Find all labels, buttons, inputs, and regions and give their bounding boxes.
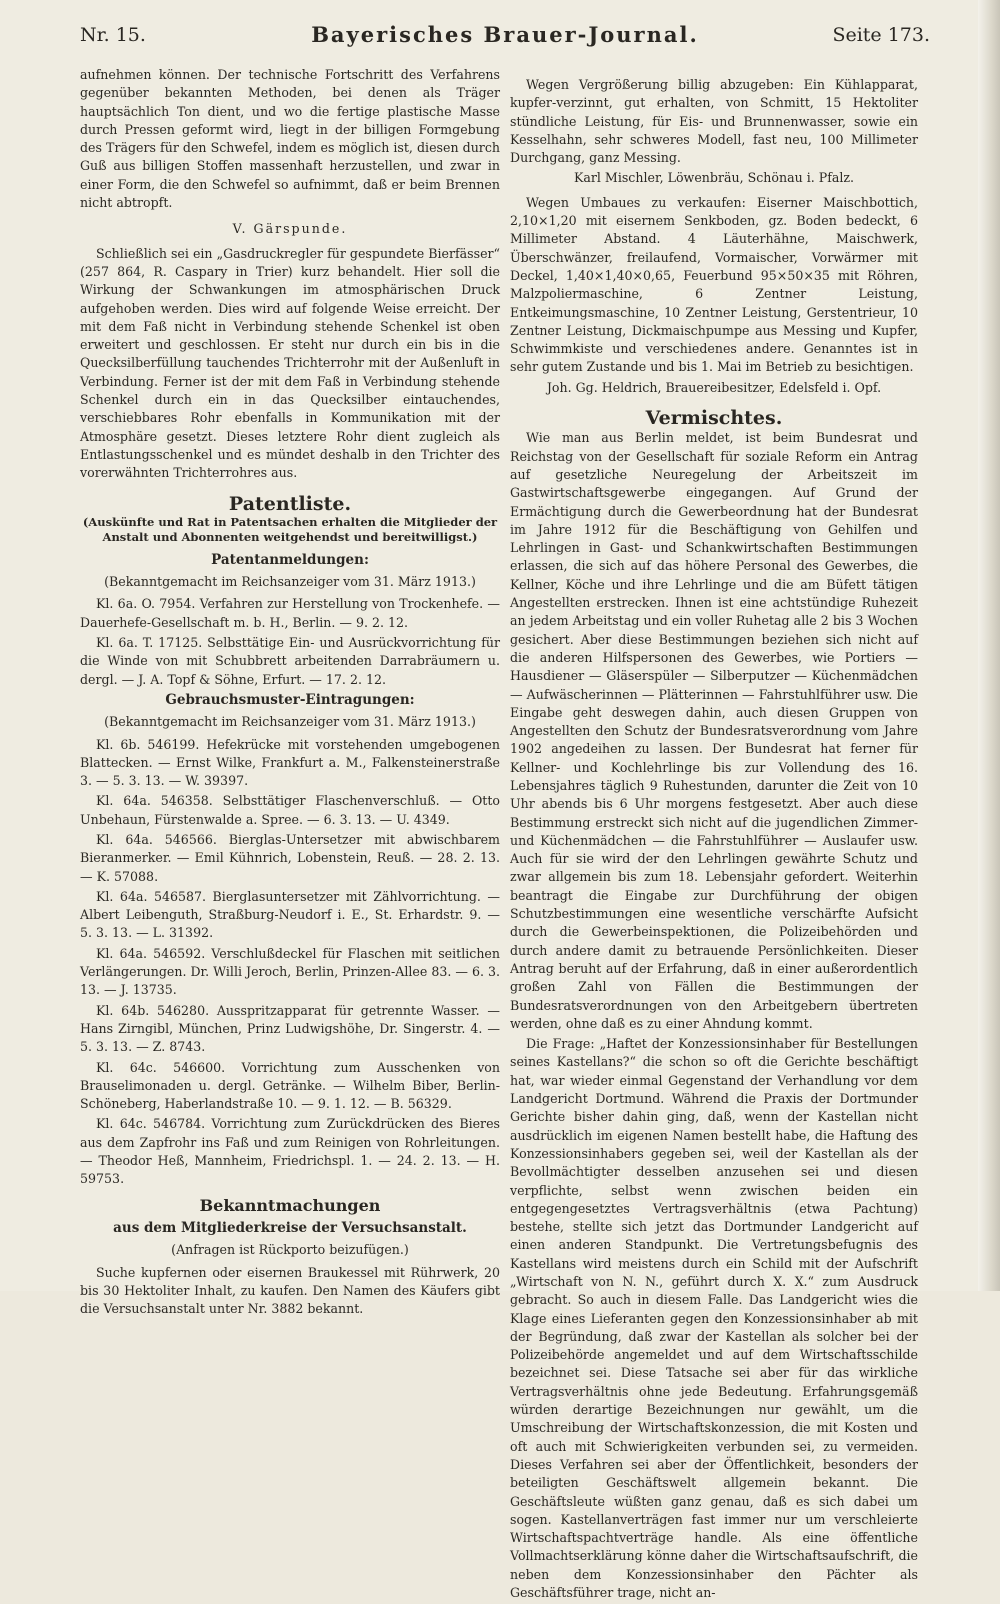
advertisement-signature: Karl Mischler, Löwenbräu, Schönau i. Pfalz. [573, 170, 855, 186]
bekanntmachungen-subheading: aus dem Mitgliederkreise der Versuchsanstalt. [113, 1219, 467, 1236]
bekanntmachungen-paragraph: Suche kupfernen oder eisernen Braukessel mit Rührwerk, 20 bis 30 Hektoliter Inhalt, zu kaufen. Den Namen des Käufers gibt die Versuchsanstalt unter Nr. 3882 bekannt. [80, 1264, 500, 1317]
advertisement-text: Wegen Vergrößerung billig abzugeben: Ein Kühlapparat, kupfer-verzinnt, gut erhalten, von Schmitt, 15 Hektoliter stündliche Leistung, für Eis- und Brunnenwasser, sowie ein Kesselhahn, sehr schweres Modell, fast neu, 100 Millimeter Durchgang, ganz Messing. [510, 77, 918, 166]
gebrauchsmuster-entry: Kl. 64a. 546566. Bierglas-Untersetzer mit abwischbarem Bieranmerker. — Emil Kühnrich, Lobenstein, Reuß. — 28. 2. 13. — K. 57088. [80, 831, 500, 884]
vermischtes-paragraph: Die Frage: „Haftet der Konzessionsinhaber für Bestellungen seines Kastellans?“ die schon so oft die Gerichte beschäftigt hat, war wieder einmal Gegenstand der Verhandlung vor dem Landgericht Dortmund. Während die Praxis der Dortmunder Gerichte bisher dahin ging, daß, wenn der Kastellan nicht ausdrücklich im eigenen Namen bestellt habe, die Haftung des Konzessionsinhabers gegeben sei, weil der Kastellan als der Bevollmächtigter desselben anzusehen sei und diesen verpflichte, selbst wenn zwischen beiden ein entgegengesetztes Vertragsverhältnis (etwa Pachtung) bestehe, stellte sich jetzt das Dortmunder Landgericht auf einen anderen Standpunkt. Die Vertretungsbefugnis des Kastellans wird meistens durch ein Schild mit der Aufschrift „Wirtschaft von N. N., geführt durch X. X.“ zum Ausdruck gebracht. So auch in diesem Falle. Das Landgericht wies die Klage eines Lieferanten gegen den Konzessionsinhaber ab mit der Begründung, daß zwar der Kastellan als solcher bei der Polizeibehörde angemeldet und auf dem Wirtschaftsschilde bezeichnet sei. Diese Tatsache sei aber für das wirkliche Vertragsverhältnis ohne jede Bedeutung. Erfahrungsgemäß würden derartige Bezeichnungen nur gewählt, um die Umschreibung der Wirtschaftskonzession, die mit Kosten und oft auch mit Schwierigkeiten verbunden sei, zu vermeiden. Dieses Verfahren sei aber der Öffentlichkeit, besonders der beteiligten Geschäftswelt allgemein bekannt. Die Geschäftsleute wüßten ganz genau, daß es sich dabei um sogen. Kastellanverträgen fast immer nur um verschleierte Wirtschaftspachtverträge handle. Als eine öffentliche Vollmachtserklärung könne daher die Wirtschaftsaufschrift, die neben dem Konzessionsinhaber den Pächter als Geschäftsführer trage, nicht an- [510, 1036, 918, 1601]
intro-paragraph: aufnehmen können. Der technische Fortschritt des Verfahrens gegenüber bekannten Methoden, bei denen als Träger hauptsächlich Ton dient, und wo die fertige plastische Masse durch Pressen geformt wird, liegt in der billigen Formgebung des Trägers für den Schwefel, indem es möglich ist, diesen durch Guß aus billigen Stoffen massenhaft herzustellen, und zwar in einer Form, die den Schwefel so aufnimmt, daß er beim Brennen nicht abtropft. [80, 67, 500, 211]
vermischtes-paragraph: Wie man aus Berlin meldet, ist beim Bundesrat und Reichstag von der Gesellschaft für soziale Reform ein Antrag auf gesetzliche Neuregelung der Arbeitszeit im Gastwirtschaftsgewerbe eingegangen. Auf Grund der Ermächtigung durch die Gewerbeordnung hat der Bundesrat im Jahre 1912 für die Beschäftigung von Gehilfen und Lehrlingen in Gast- und Schankwirtschaften Bestimmungen erlassen, die sich auf das höhere Personal des Gewerbes, die Kellner, Köche und ihre Lehrlinge und die am Büfett tätigen Angestellten erstrecken. Ihnen ist eine achtstündige Ruhezeit an jedem Arbeitstag und ein voller Ruhetag alle 2 bis 3 Wochen gesichert. Aber diese Bestimmungen beziehen sich nicht auf die anderen Hilfspersonen des Gewerbes, wie Portiers — Hausdiener — Gläserspüler — Silberputzer — Küchenmädchen — Aufwäscherinnen — Plätterinnen — Fahrstuhlführer usw. Die Eingabe geht deswegen dahin, auch diesen Gruppen von Angestellten den Schutz der Bundesratsverordnung vom Jahre 1902 angedeihen zu lassen. Der Bundesrat hat ferner für Kellner- und Kochlehrlinge bis zur Vollendung des 16. Lebensjahres täglich 9 Ruhestunden, darunter die Zeit von 10 Uhr abends bis 6 Uhr morgens festgesetzt. Aber auch diese Bestimmung erstreckt sich nicht auf die jugendlichen Zimmer- und Küchenmädchen — die Fahrstuhlführer — Auslaufer usw. Auch für sie wird der den Lehrlingen gewährte Schutz und zwar allgemein bis zum 18. Lebensjahr gefordert. Weiterhin beantragt die Eingabe zur Durchführung der obigen Schutzbestimmungen eine wesentliche verschärfte Aufsicht durch die Gewerbeinspektionen, die Polizeibehörden und durch andere damit zu betrauende Persönlichkeiten. Dieser Antrag beruht auf der Erfahrung, daß in einer außerordentlich großen Zahl von Fällen die Bestimmungen der Bundesratsverordnungen von den Arbeitgebern übertreten werden, ohne daß es zu einer Ahndung kommt. [510, 430, 918, 1031]
anmeldungen-source: (Bekanntgemacht im Reichsanzeiger vom 31. März 1913.) [104, 574, 476, 590]
gebrauchsmuster-entry: Kl. 64a. 546592. Verschlußdeckel für Flaschen mit seitlichen Verlängerungen. Dr. Willi Jeroch, Berlin, Prinzen-Allee 83. — 6. 3. 13. — J. 13735. [80, 945, 501, 998]
bekanntmachungen-heading: Bekanntmachungen [199, 1195, 381, 1215]
advertisement-signature: Joh. Gg. Heldrich, Brauereibesitzer, Edelsfeld i. Opf. [546, 379, 882, 395]
gebrauchsmuster-entry: Kl. 64c. 546600. Vorrichtung zum Ausschenken von Brauselimonaden u. dergl. Getränke. — Wilhelm Biber, Berlin-Schöneberg, Haberlandstraße 10. — 9. 1. 12. — B. 56329. [80, 1059, 500, 1112]
page-number: Seite 173. [832, 24, 930, 46]
gebrauchsmuster-entry: Kl. 64b. 546280. Ausspritzapparat für getrennte Wasser. — Hans Zirngibl, München, Prinz Ludwigshöhe, Dr. Singerstr. 4. — 5. 3. 13. — Z. 8743. [80, 1002, 500, 1055]
anmeldungen-heading: Patentanmeldungen: [211, 551, 369, 568]
section-v-heading: V. Gärspunde. [232, 221, 348, 237]
patent-list-heading: Patentliste. [228, 492, 352, 515]
gebrauchsmuster-entry: Kl. 64a. 546358. Selbsttätiger Flaschenverschluß. — Otto Unbehaun, Fürstenwalde a. Spree. — 6. 3. 13. — U. 4349. [80, 793, 500, 827]
page-header [80, 22, 930, 56]
vermischtes-heading: Vermischtes. [645, 407, 783, 430]
left-column [80, 66, 500, 1320]
right-column [510, 76, 918, 1604]
bekanntmachungen-note: (Anfragen ist Rückporto beizufügen.) [171, 1242, 409, 1258]
page-edge-shadow [978, 0, 1000, 1291]
patent-list-note: (Auskünfte und Rat in Patentsachen erhalten die Mitglieder der Anstalt und Abonnenten weitgehendst und bereitwilligst.) [82, 514, 498, 544]
gebrauchsmuster-entry: Kl. 64a. 546587. Bierglasuntersetzer mit Zählvorrichtung. — Albert Leibenguth, Straßburg-Neudorf i. E., St. Erhardstr. 9. — 5. 3. 13. — L. 31392. [80, 888, 500, 941]
patent-entry: Kl. 6a. O. 7954. Verfahren zur Herstellung von Trockenhefe. — Dauerhefe-Gesellschaft m. b. H., Berlin. — 9. 2. 12. [80, 596, 500, 630]
patent-entry: Kl. 6a. T. 17125. Selbsttätige Ein- und Ausrückvorrichtung für die Winde von mit Schubbrett arbeitenden Darrabräumern u. dergl. — J. A. Topf & Söhne, Erfurt. — 17. 2. 12. [80, 635, 500, 687]
journal-title: Bayerisches Brauer-Journal. [311, 22, 699, 47]
gebrauchsmuster-entry: Kl. 6b. 546199. Hefekrücke mit vorstehenden umgebogenen Blattecken. — Ernst Wilke, Frankfurt a. M., Falkensteinerstraße 3. — 5. 3. 13. — W. 39397. [80, 736, 500, 789]
section-v-paragraph: Schließlich sei ein „Gasdruckregler für gespundete Bierfässer“ (257 864, R. Caspary in Trier) kurz behandelt. Hier soll die Wirkung der Schwankungen im atmosphärischen Druck aufgehoben werden. Dies wird auf folgende Weise erreicht. Der mit dem Faß nicht in Verbindung stehende Schenkel ist oben erweitert und geschlossen. Er steht nur durch ein bis in die Quecksilberfüllung tauchendes Trichterrohr mit der Außenluft in Verbindung. Ferner ist der mit dem Faß in Verbindung stehende Schenkel durch ein in das Quecksilber eintauchendes, verschiebbares Rohr ebenfalls in Kommunikation mit der Atmosphäre gesetzt. Dieses letztere Rohr dient zugleich als Entlastungsschenkel und es mündet deshalb in den Trichter des vorerwähnten Trichterrohres aus. [80, 245, 500, 481]
gebrauchsmuster-heading: Gebrauchsmuster-Eintragungen: [165, 691, 415, 708]
advertisement-text: Wegen Umbaues zu verkaufen: Eiserner Maischbottich, 2,10×1,20 mit eisernem Senkboden, gz. Boden bedeckt, 6 Millimeter Abstand. 4 Läuterhähne, Maischwerk, Überschwänzer, freilaufend, Vormaischer, Vorwärmer mit Deckel, 1,40×1,40×0,65, Feuerbund 95×50×35 mit Röhren, Malzpoliermaschine, 6 Zentner Leistung, Entkeimungsmaschine, 10 Zentner Leistung, Gerstentrieur, 10 Zentner Leistung, Dickmaischpumpe aus Messing und Kupfer, Schwimmkiste und verschiedenes andere. Genanntes ist in sehr gutem Zustande und bis 1. Mai im Betrieb zu besichtigen. [510, 194, 918, 375]
issue-number: Nr. 15. [80, 24, 146, 46]
gebrauchsmuster-entry: Kl. 64c. 546784. Vorrichtung zum Zurückdrücken des Bieres aus dem Zapfrohr ins Faß und zum Reinigen von Rohrleitungen. — Theodor Heß, Mannheim, Friedrichspl. 1. — 24. 2. 13. — H. 59753. [80, 1116, 500, 1187]
gebrauchsmuster-source: (Bekanntgemacht im Reichsanzeiger vom 31. März 1913.) [104, 714, 476, 730]
